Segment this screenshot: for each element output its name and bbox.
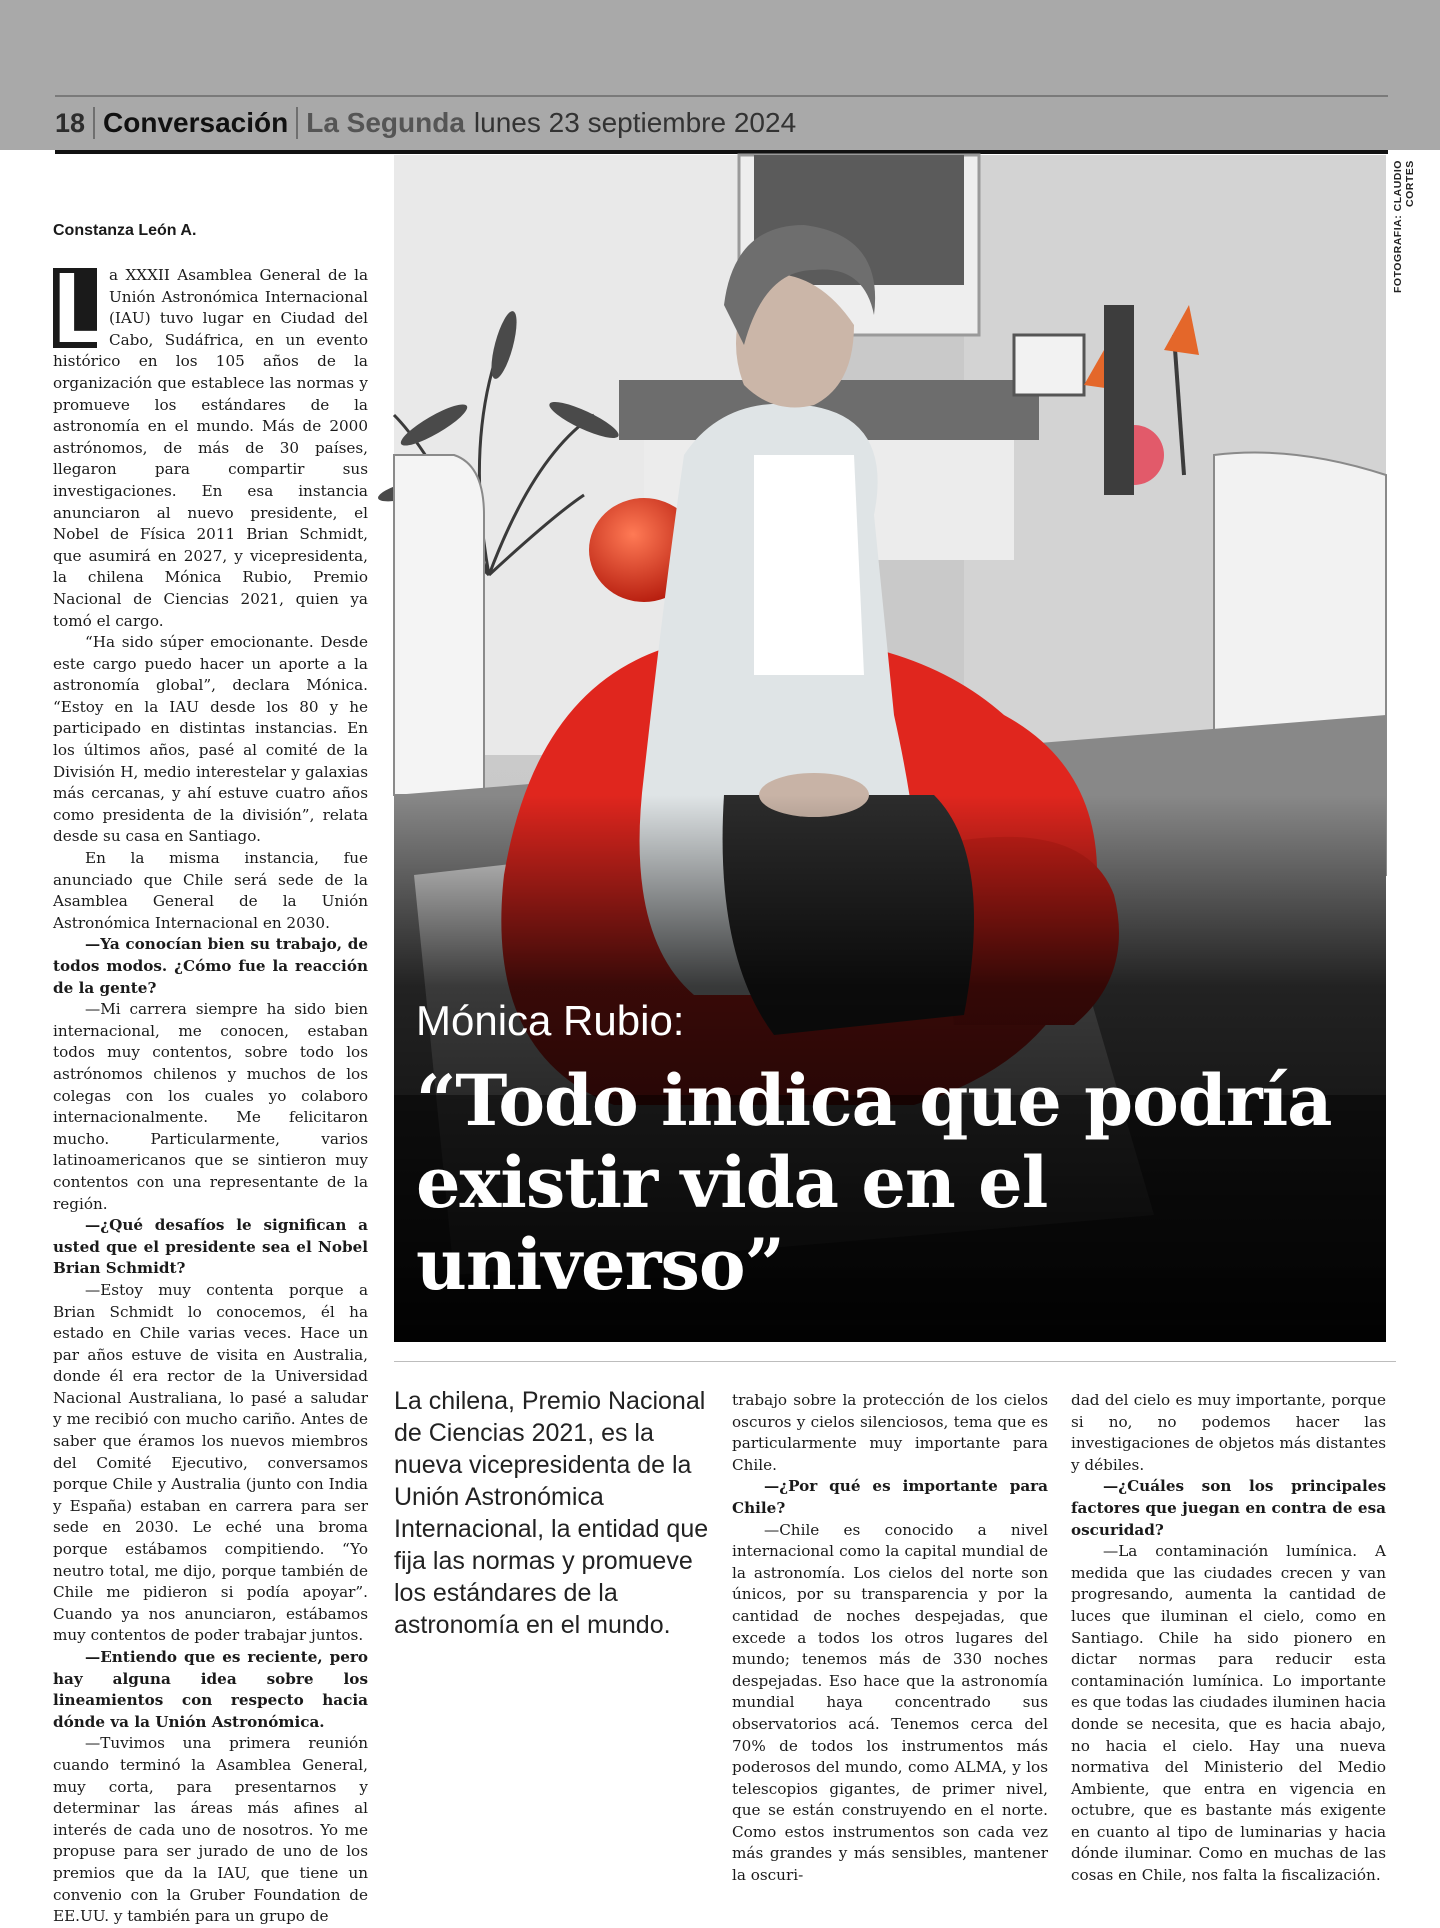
lead-separator <box>394 1361 1396 1362</box>
interview-question: —Ya conocían bien su trabajo, de todos modos. ¿Cómo fue la reacción de la gente? <box>53 935 368 997</box>
interview-question: —¿Cuáles son los principales factores que juegan en contra de esa oscuridad? <box>1071 1477 1386 1539</box>
article-paragraph: L a XXXII Asamblea General de la Unión Astronómica Internacional (IAU) tuvo lugar en Ciudad del Cabo, Sudáfrica, en un evento histórico en los 105 años de la organización que establece las normas y promueve los estándares de la astronomía en el mundo. Más de 2000 astrónomos, de más de 30 países, llegaron para compartir sus investigaciones. En esa instancia anunciaron al nuevo presidente, el Nobel de Física 2011 Brian Schmidt, que asumirá en 2027, y vicepresidenta, la chilena Mónica Rubio, Premio Nacional de Ciencias 2021, quien ya tomó el cargo. <box>53 252 368 630</box>
article-column-1 <box>53 252 368 1928</box>
issue-date: lunes 23 septiembre 2024 <box>473 107 797 138</box>
article-paragraph: En la misma instancia, fue anunciado que Chile será sede de la Asamblea General de la Unión Astronómica Internacional en 2030. <box>53 849 368 932</box>
publication-name: La Segunda <box>296 107 465 139</box>
article-paragraph: —Mi carrera siempre ha sido bien internacional, me conocen, estaban todos muy contentos, sobre todo los astrónomos chilenos y muchos de los colegas con los cuales yo colaboro internacionalmente. Me felicitaron mucho. Particularmente, varios latinoamericanos que se sintieron muy contentos con una representante de la región. <box>53 1000 368 1213</box>
article-paragraph: “Ha sido súper emocionante. Desde este cargo puedo hacer un aporte a la astronomía global”, declara Mónica. “Estoy en la IAU desde los 80 y he participado en distintas instancias. En los últimos años, pasé al comité de la División H, medio interestelar y galaxias más cercanas, y ahí estuve cuatro años como presidenta de la división”, relata desde su casa en Santiago. <box>53 633 368 846</box>
article-paragraph: trabajo sobre la protección de los cielos oscuros y cielos silenciosos, tema que es particularmente muy importante para Chile. <box>732 1391 1048 1474</box>
article-column-3 <box>732 1390 1048 1887</box>
article-column-4 <box>1071 1390 1386 1887</box>
header-rule <box>55 95 1388 97</box>
drop-cap: L <box>53 252 115 364</box>
photo-credit: FOTOGRAFIA: CLAUDIO CORTES <box>1392 160 1416 293</box>
page-number: 18 <box>55 107 86 138</box>
article-lead: La chilena, Premio Nacional de Ciencias 2021, es la nueva vicepresidenta de la Unión Astronómica Internacional, la entidad que fija las normas y promueve los estándares de la astronomía en el mundo. <box>394 1387 709 1639</box>
section-name: Conversación <box>93 107 296 139</box>
article-paragraph: —Chile es conocido a nivel internacional como la capital mundial de la astronomía. Los cielos del norte son únicos, por su transparencia y por la cantidad de noches despejadas, que excede a todos los otros lugares del mundo; tenemos más de 330 noches despejadas. Eso hace que la astronomía mundial haya concentrado sus observatorios acá. Tenemos cerca del 70% de todos los instrumentos más poderosos del mundo, como ALMA, y los telescopios gigantes, de primer nivel, que se están construyendo en el norte. Como estos instrumentos son cada vez más grandes y más sensibles, mantener la oscuri- <box>732 1520 1048 1885</box>
interviewee-name: Mónica Rubio: <box>416 997 685 1044</box>
headline: “Todo indica que podría existir vida en el universo” <box>416 1059 1332 1306</box>
article-paragraph: —Estoy muy contenta porque a Brian Schmidt lo conocemos, él ha estado en Chile varias veces. Hace un par años estuve de visita en Australia, donde él era rector de la Universidad Nacional Australiana, lo pasé a saludar y me recibió con mucho cariño. Antes de saber que éramos los nuevos miembros del Comité Ejecutivo, conversamos porque Chile y Australia (junto con India y España) estaban en carrera para ser sede en 2030. Le eché una broma porque estábamos compitiendo. “Yo neutro total, me dijo, porque también de Chile me pidieron si podía apoyar”. Cuando ya nos anunciaron, estábamos muy contentos de poder trabajar juntos. <box>53 1280 368 1645</box>
article-paragraph: —Tuvimos una primera reunión cuando terminó la Asamblea General, muy corta, para presentarnos y determinar las áreas más afines al interés de cada uno de nosotros. Yo me propuse para ser jurado de uno de los premios que da la IAU, que tiene un convenio con la Gruber Foundation de EE.UU. y también para un grupo de <box>53 1734 368 1926</box>
article-paragraph: dad del cielo es muy importante, porque si no, no podemos hacer las investigaciones de objetos más distantes y débiles. <box>1071 1391 1386 1474</box>
interview-question: —¿Por qué es importante para Chile? <box>732 1477 1048 1517</box>
header-bottom-rule <box>55 150 1388 154</box>
article-paragraph: —La contaminación lumínica. A medida que las ciudades crecen y van progresando, aumenta la cantidad de luces que iluminan el cielo, como en Santiago. Chile ha sido pionero en dictar normas para reducir esta contaminación lumínica. Lo importante es que todas las ciudades iluminen hacia donde se necesita, que es hacia abajo, no hacia el cielo. Hay una nueva normativa del Ministerio del Medio Ambiente, que entra en vigencia en octubre, que es bastante más exigente en cuanto al tipo de luminarias y hacia dónde iluminar. Como en muchas de las cosas en Chile, nos falta la fiscalización. <box>1071 1542 1386 1885</box>
byline: Constanza León A. <box>53 222 197 239</box>
page-header <box>55 100 796 146</box>
portrait-photo <box>394 155 1386 1342</box>
interview-question: —Entiendo que es reciente, pero hay alguna idea sobre los lineamientos con respecto hacia dónde va la Unión Astronómica. <box>53 1648 368 1731</box>
interview-question: —¿Qué desafíos le significan a usted que el presidente sea el Nobel Brian Schmidt? <box>53 1216 368 1278</box>
